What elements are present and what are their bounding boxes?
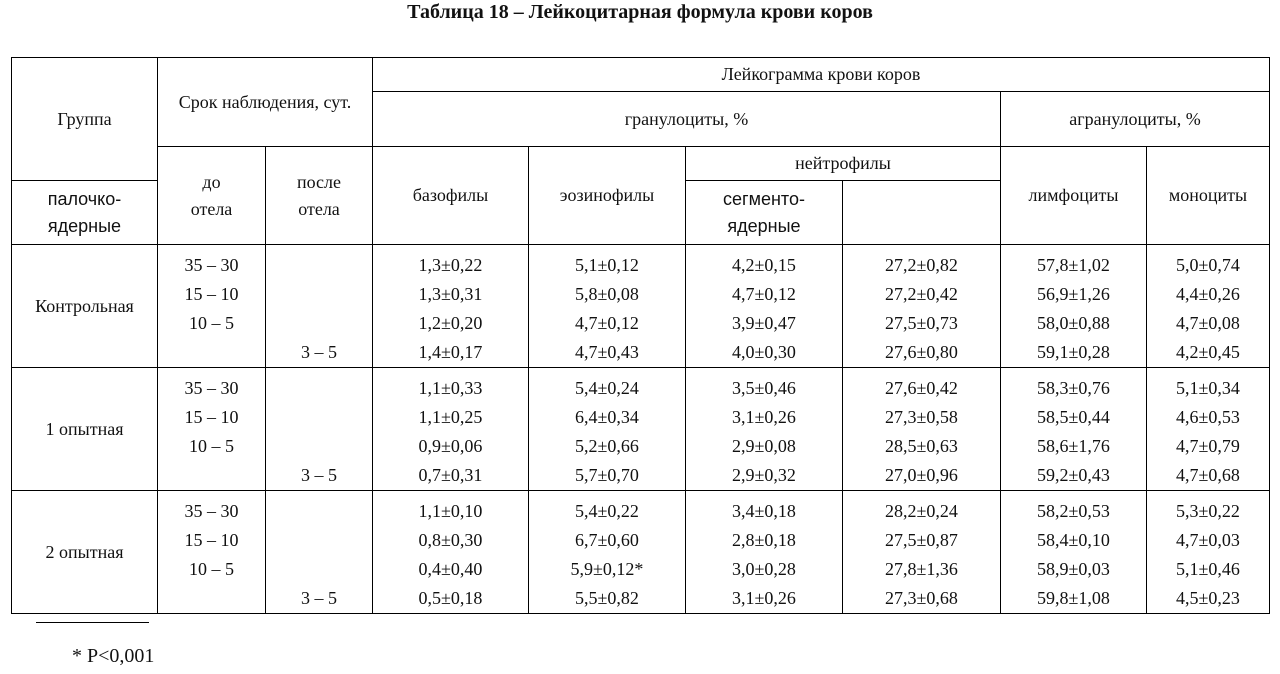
cell-basophils: 1,1±0,33	[418, 378, 483, 398]
cell-after-column	[266, 245, 373, 368]
cell-eosinophils: 6,4±0,34	[575, 407, 639, 427]
cell-monocytes: 4,5±0,23	[1176, 588, 1240, 608]
leukogram-table	[11, 57, 1270, 614]
cell-eosinophils: 5,4±0,24	[575, 378, 639, 398]
cell-band-neutrophils: 3,1±0,26	[732, 407, 796, 427]
cell-basophils: 0,4±0,40	[418, 559, 483, 579]
cell-eosinophils: 5,4±0,22	[575, 501, 639, 521]
cell-lymphocytes: 58,0±0,88	[1037, 313, 1110, 333]
header-lymphocytes: лимфоциты	[1001, 147, 1147, 245]
header-basophils: базофилы	[373, 147, 529, 245]
cell-before: 10 – 5	[189, 559, 234, 579]
cell-band-neutrophils: 4,2±0,15	[732, 255, 796, 275]
header-monocytes: моноциты	[1147, 147, 1270, 245]
cell-band-neutrophils: 3,9±0,47	[732, 313, 796, 333]
cell-segmented-neutrophils: 27,5±0,87	[885, 530, 958, 550]
cell-segmented-neutrophils: 27,0±0,96	[885, 465, 958, 485]
cell-monocytes: 5,3±0,22	[1176, 501, 1240, 521]
cell-monocytes-column	[1147, 245, 1270, 368]
table-row	[12, 368, 1270, 491]
cell-eosinophils-column	[529, 491, 686, 614]
table-row	[12, 245, 1270, 368]
cell-after	[266, 497, 372, 526]
cell-band-neutrophils-column	[686, 368, 843, 491]
cell-basophils: 0,8±0,30	[418, 530, 483, 550]
cell-segmented-neutrophils: 27,2±0,42	[885, 284, 958, 304]
cell-eosinophils-column	[529, 245, 686, 368]
cell-lymphocytes: 58,9±0,03	[1037, 559, 1110, 579]
cell-after: 3 – 5	[301, 588, 337, 608]
cell-basophils: 1,2±0,20	[418, 313, 483, 333]
cell-monocytes: 5,1±0,34	[1176, 378, 1240, 398]
cell-monocytes: 4,7±0,79	[1176, 436, 1240, 456]
header-group: Группа	[12, 58, 158, 181]
cell-after	[266, 251, 372, 280]
cell-eosinophils: 5,7±0,70	[575, 465, 639, 485]
cell-lymphocytes-column	[1001, 368, 1147, 491]
cell-monocytes-column	[1147, 491, 1270, 614]
cell-basophils: 0,9±0,06	[418, 436, 483, 456]
cell-basophils: 1,3±0,31	[418, 284, 483, 304]
cell-basophils: 1,4±0,17	[418, 342, 483, 362]
header-before: до отела	[158, 147, 266, 245]
cell-before-column	[158, 245, 266, 368]
cell-after	[266, 555, 372, 584]
cell-after	[266, 403, 372, 432]
cell-after-column	[266, 491, 373, 614]
cell-band-neutrophils-column	[686, 245, 843, 368]
cell-segmented-neutrophils: 28,5±0,63	[885, 436, 958, 456]
cell-before-column	[158, 368, 266, 491]
cell-before: 15 – 10	[184, 284, 239, 304]
cell-monocytes: 4,4±0,26	[1176, 284, 1240, 304]
cell-lymphocytes: 58,5±0,44	[1037, 407, 1110, 427]
cell-segmented-neutrophils: 27,6±0,80	[885, 342, 958, 362]
cell-eosinophils: 4,7±0,12	[575, 313, 639, 333]
cell-before: 10 – 5	[189, 436, 234, 456]
cell-band-neutrophils: 2,9±0,08	[732, 436, 796, 456]
cell-eosinophils: 5,9±0,12*	[570, 559, 644, 579]
cell-before: 15 – 10	[184, 530, 239, 550]
header-band: палочко-ядерные	[12, 181, 158, 245]
table-title: Таблица 18 – Лейкоцитарная формула крови коров	[407, 1, 873, 23]
cell-after	[266, 432, 372, 461]
cell-lymphocytes-column	[1001, 245, 1147, 368]
cell-basophils: 1,1±0,10	[418, 501, 483, 521]
cell-before: 15 – 10	[184, 407, 239, 427]
group-name: 1 опытная	[12, 368, 158, 491]
header-leukogram: Лейкограмма крови коров	[373, 58, 1270, 92]
cell-segmented-neutrophils: 28,2±0,24	[885, 501, 958, 521]
cell-monocytes: 5,1±0,46	[1176, 559, 1240, 579]
cell-band-neutrophils: 2,9±0,32	[732, 465, 796, 485]
cell-eosinophils: 5,1±0,12	[575, 255, 639, 275]
cell-segmented-neutrophils-column	[843, 245, 1001, 368]
cell-band-neutrophils: 3,4±0,18	[732, 501, 796, 521]
cell-after	[266, 526, 372, 555]
cell-segmented-neutrophils: 27,5±0,73	[885, 313, 958, 333]
cell-band-neutrophils-column	[686, 491, 843, 614]
cell-after: 3 – 5	[301, 465, 337, 485]
header-granulocytes: гранулоциты, %	[373, 92, 1001, 147]
cell-segmented-neutrophils: 27,6±0,42	[885, 378, 958, 398]
table-row	[12, 491, 1270, 614]
header-segmented: сегменто-ядерные	[686, 181, 843, 245]
cell-after-column	[266, 368, 373, 491]
cell-after	[266, 280, 372, 309]
cell-lymphocytes: 59,1±0,28	[1037, 342, 1110, 362]
cell-basophils: 1,1±0,25	[418, 407, 483, 427]
cell-band-neutrophils: 4,0±0,30	[732, 342, 796, 362]
cell-segmented-neutrophils: 27,2±0,82	[885, 255, 958, 275]
header-period: Срок наблюдения, сут.	[158, 58, 373, 147]
cell-before: 35 – 30	[184, 378, 239, 398]
cell-lymphocytes: 58,6±1,76	[1037, 436, 1110, 456]
cell-basophils-column	[373, 491, 529, 614]
header-neutrophils: нейтрофилы	[686, 147, 1001, 181]
cell-before	[158, 461, 265, 490]
cell-basophils: 0,5±0,18	[418, 588, 483, 608]
cell-before	[158, 584, 265, 613]
cell-before-column	[158, 491, 266, 614]
cell-lymphocytes: 58,3±0,76	[1037, 378, 1110, 398]
group-name: Контрольная	[12, 245, 158, 368]
footnote: * P<0,001	[72, 645, 155, 667]
cell-after	[266, 309, 372, 338]
cell-eosinophils: 5,8±0,08	[575, 284, 639, 304]
cell-band-neutrophils: 4,7±0,12	[732, 284, 796, 304]
cell-after	[266, 374, 372, 403]
cell-lymphocytes-column	[1001, 491, 1147, 614]
cell-eosinophils: 4,7±0,43	[575, 342, 639, 362]
cell-lymphocytes: 57,8±1,02	[1037, 255, 1110, 275]
footnote-divider	[36, 622, 149, 623]
cell-band-neutrophils: 3,0±0,28	[732, 559, 796, 579]
cell-before: 10 – 5	[189, 313, 234, 333]
cell-band-neutrophils: 3,1±0,26	[732, 588, 796, 608]
header-agranulocytes: агранулоциты, %	[1001, 92, 1270, 147]
cell-before: 35 – 30	[184, 255, 239, 275]
cell-band-neutrophils: 3,5±0,46	[732, 378, 796, 398]
cell-eosinophils: 5,5±0,82	[575, 588, 639, 608]
cell-basophils-column	[373, 368, 529, 491]
cell-basophils-column	[373, 245, 529, 368]
group-name: 2 опытная	[12, 491, 158, 614]
cell-segmented-neutrophils: 27,8±1,36	[885, 559, 958, 579]
cell-monocytes-column	[1147, 368, 1270, 491]
cell-lymphocytes: 58,2±0,53	[1037, 501, 1110, 521]
cell-monocytes: 4,7±0,03	[1176, 530, 1240, 550]
cell-monocytes: 4,7±0,08	[1176, 313, 1240, 333]
cell-after: 3 – 5	[301, 342, 337, 362]
cell-segmented-neutrophils: 27,3±0,58	[885, 407, 958, 427]
cell-before: 35 – 30	[184, 501, 239, 521]
cell-lymphocytes: 56,9±1,26	[1037, 284, 1110, 304]
cell-lymphocytes: 59,8±1,08	[1037, 588, 1110, 608]
cell-monocytes: 4,6±0,53	[1176, 407, 1240, 427]
cell-before	[158, 338, 265, 367]
header-after: после отела	[266, 147, 373, 245]
cell-eosinophils: 6,7±0,60	[575, 530, 639, 550]
cell-monocytes: 4,7±0,68	[1176, 465, 1240, 485]
cell-monocytes: 5,0±0,74	[1176, 255, 1240, 275]
cell-eosinophils-column	[529, 368, 686, 491]
header-eosinophils: эозинофилы	[529, 147, 686, 245]
cell-band-neutrophils: 2,8±0,18	[732, 530, 796, 550]
cell-segmented-neutrophils-column	[843, 368, 1001, 491]
cell-eosinophils: 5,2±0,66	[575, 436, 639, 456]
cell-basophils: 0,7±0,31	[418, 465, 483, 485]
cell-basophils: 1,3±0,22	[418, 255, 483, 275]
cell-lymphocytes: 58,4±0,10	[1037, 530, 1110, 550]
cell-monocytes: 4,2±0,45	[1176, 342, 1240, 362]
cell-segmented-neutrophils-column	[843, 491, 1001, 614]
cell-lymphocytes: 59,2±0,43	[1037, 465, 1110, 485]
cell-segmented-neutrophils: 27,3±0,68	[885, 588, 958, 608]
